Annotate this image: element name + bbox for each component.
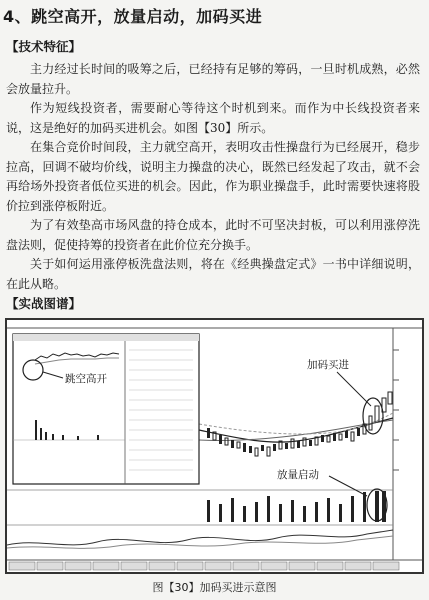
intraday-volume-bar bbox=[97, 435, 99, 440]
candle bbox=[345, 431, 348, 438]
volume-start-label: 放量启动 bbox=[277, 469, 319, 481]
paragraph-4: 为了有效垫高市场风盘的持仓成本，此时不可坚决封板，可以利用涨停洗盘法则，促使持筹的投资者在此价位充分换手。 bbox=[6, 218, 420, 252]
tab-block bbox=[177, 562, 203, 570]
tab-block bbox=[261, 562, 287, 570]
candle bbox=[249, 446, 252, 453]
tab-block bbox=[93, 562, 119, 570]
tab-block bbox=[149, 562, 175, 570]
volume-bar bbox=[243, 506, 246, 522]
intraday-volume-bar bbox=[40, 428, 42, 440]
figure-caption: 图【30】加码买进示意图 bbox=[152, 581, 277, 594]
paragraph-1: 主力经过长时间的吸筹之后，已经持有足够的筹码，一旦时机成熟，必然会放量拉升。 bbox=[6, 62, 420, 96]
volume-bar bbox=[279, 504, 282, 522]
candle bbox=[297, 441, 300, 448]
candle bbox=[207, 428, 210, 438]
tab-block bbox=[373, 562, 399, 570]
intraday-inset bbox=[13, 334, 199, 484]
volume-bar bbox=[255, 502, 258, 522]
volume-bar bbox=[219, 504, 222, 522]
volume-bar bbox=[207, 500, 210, 522]
candle bbox=[285, 443, 288, 449]
volume-bar bbox=[303, 506, 306, 522]
intraday-volume-bar bbox=[45, 432, 47, 440]
candle bbox=[333, 433, 336, 441]
candle bbox=[243, 443, 246, 452]
candle bbox=[321, 435, 324, 442]
intraday-volume-bar bbox=[77, 436, 79, 440]
chart-svg bbox=[7, 320, 422, 572]
volume-bar bbox=[351, 496, 354, 522]
candle bbox=[273, 444, 276, 451]
tab-block bbox=[9, 562, 35, 570]
add-buy-label: 加码买进 bbox=[307, 359, 349, 371]
candle bbox=[219, 435, 222, 444]
tab-block bbox=[317, 562, 343, 570]
page-title: 4、跳空高开，放量启动，加码买进 bbox=[3, 7, 263, 26]
paragraph-2: 作为短线投资者，需要耐心等待这个时机到来。而作为中长线投资者来说，这是绝好的加码买进机会。如图【30】所示。 bbox=[6, 101, 420, 135]
tab-block bbox=[37, 562, 63, 570]
candle bbox=[357, 428, 360, 436]
stock-chart-figure bbox=[5, 318, 424, 574]
intraday-volume-bar bbox=[62, 435, 64, 440]
section-heading-example: 【实战图谱】 bbox=[6, 296, 82, 311]
volume-bar bbox=[327, 498, 330, 522]
candle bbox=[231, 440, 234, 448]
tab-block bbox=[65, 562, 91, 570]
tab-block bbox=[121, 562, 147, 570]
paragraph-3: 在集合竞价时间段，主力就空高开，表明攻击性操盘行为已经展开，稳步拉高，回调不破均价线，说明主力操盘的决心，既然已经发起了攻击，就不会再给场外投资者低位买进的机会。因此，作为职业操盘手，此时需要快速将股价拉到涨停板附近。 bbox=[6, 140, 420, 213]
volume-bar bbox=[231, 498, 234, 522]
volume-bar bbox=[315, 502, 318, 522]
tab-block bbox=[205, 562, 231, 570]
section-heading-features: 【技术特征】 bbox=[6, 39, 82, 54]
tab-block bbox=[233, 562, 259, 570]
volume-bar bbox=[339, 504, 342, 522]
volume-bar bbox=[363, 492, 366, 522]
paragraph-5: 关于如何运用涨停板洗盘法则，将在《经典操盘定式》一书中详细说明，在此从略。 bbox=[6, 257, 420, 291]
volume-bar bbox=[375, 491, 379, 522]
candle bbox=[261, 445, 264, 451]
gap-open-label: 跳空高开 bbox=[65, 373, 107, 385]
intraday-inset-header bbox=[13, 334, 199, 341]
intraday-volume-bar bbox=[35, 420, 37, 440]
tab-block bbox=[345, 562, 371, 570]
volume-bar bbox=[267, 496, 270, 522]
intraday-volume-bar bbox=[52, 434, 54, 440]
tab-block bbox=[289, 562, 315, 570]
volume-bar bbox=[291, 500, 294, 522]
candle bbox=[309, 440, 312, 446]
